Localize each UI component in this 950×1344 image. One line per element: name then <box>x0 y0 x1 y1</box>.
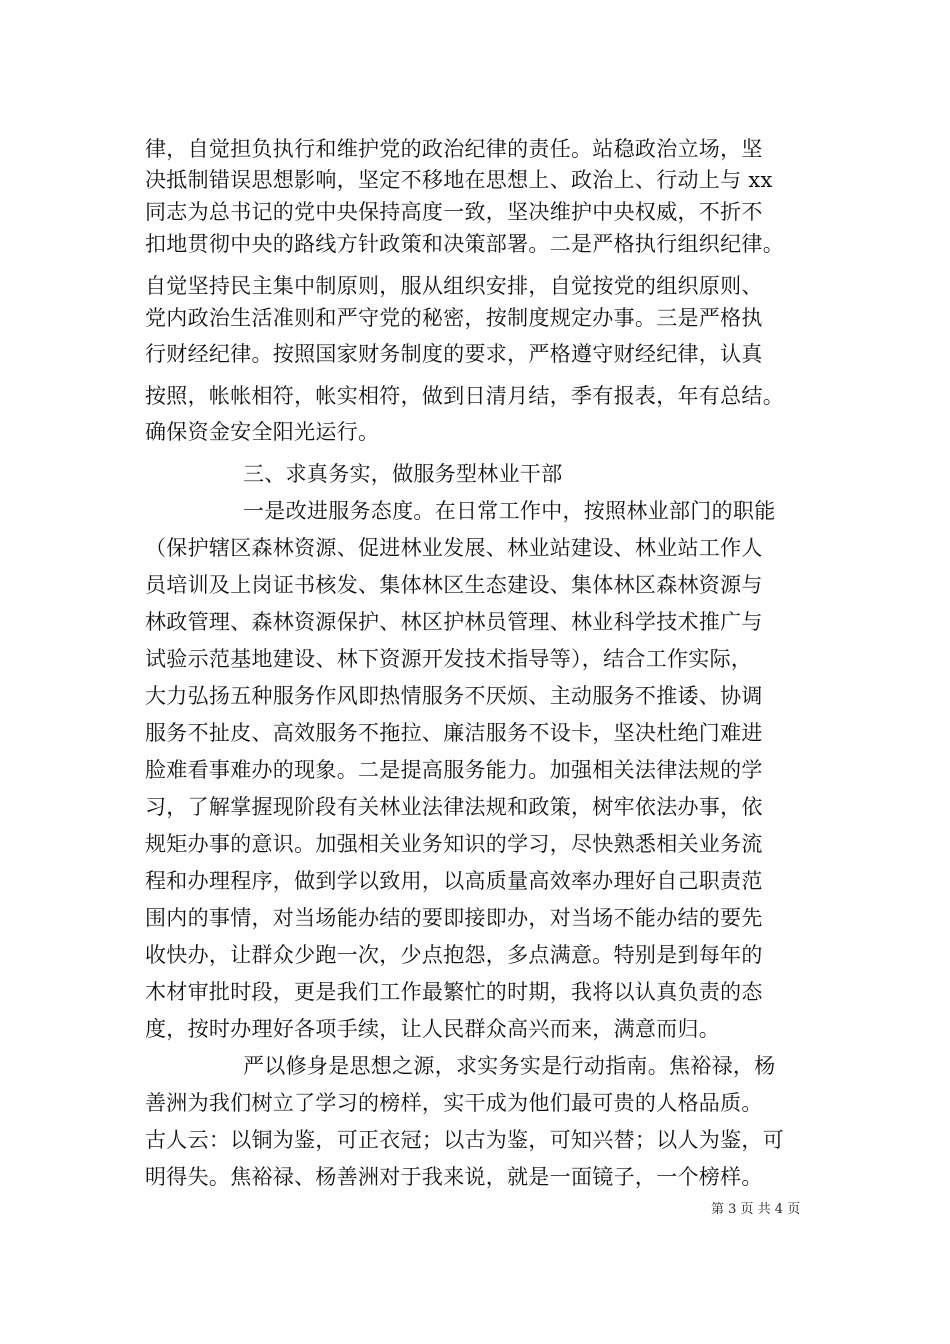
text-line: 围内的事情，对当场能办结的要即接即办，对当场不能办结的要先 <box>145 906 763 930</box>
text-line: 员培训及上岗证书核发、集体林区生态建设、集体林区森林资源与 <box>145 573 763 597</box>
text-line: 木材审批时段，更是我们工作最繁忙的时期，我将以认真负责的态 <box>145 980 763 1004</box>
text-line: 党内政治生活准则和严守党的秘密，按制度规定办事。三是严格执 <box>145 306 763 330</box>
text-line: 明得失。焦裕禄、杨善洲对于我来说，就是一面镜子，一个榜样。 <box>145 1165 763 1189</box>
text-line: 按照，帐帐相符，帐实相符，做到日清月结，季有报表，年有总结。 <box>145 384 784 408</box>
text-line: 律，自觉担负执行和维护党的政治纪律的责任。站稳政治立场，坚 <box>145 137 763 161</box>
text-line: 行财经纪律。按照国家财务制度的要求，严格遵守财经纪律，认真 <box>145 342 763 366</box>
text-line: 确保资金安全阳光运行。 <box>145 420 380 444</box>
text-line: 收快办，让群众少跑一次，少点抱怨，多点满意。特别是到每年的 <box>145 943 763 967</box>
text-line: 扣地贯彻中央的路线方针政策和决策部署。二是严格执行组织纪律。 <box>145 232 784 256</box>
text-line: 自觉坚持民主集中制原则，服从组织安排，自觉按党的组织原则、 <box>145 274 763 298</box>
text-line: 度，按时办理好各项手续，让人民群众高兴而来，满意而归。 <box>145 1017 721 1041</box>
text-line: 程和办理程序，做到学以致用，以高质量高效率办理好自己职责范 <box>145 869 763 893</box>
text-line: 林政管理、森林资源保护、林区护林员管理、林业科学技术推广与 <box>145 610 763 634</box>
text-line: 规矩办事的意识。加强相关业务知识的学习，尽快熟悉相关业务流 <box>145 832 763 856</box>
section-heading: 三、求真务实，做服务型林业干部 <box>243 462 563 486</box>
text-line: 决抵制错误思想影响，坚定不移地在思想上、政治上、行动上与 xx <box>145 168 773 192</box>
text-line: 古人云：以铜为鉴，可正衣冠；以古为鉴，可知兴替；以人为鉴，可 <box>145 1128 784 1152</box>
text-line: （保护辖区森林资源、促进林业发展、林业站建设、林业站工作人 <box>145 536 763 560</box>
text-line: 服务不扯皮、高效服务不拖拉、廉洁服务不设卡，坚决杜绝门难进 <box>145 721 763 745</box>
text-line: 同志为总书记的党中央保持高度一致，坚决维护中央权威，不折不 <box>145 200 763 224</box>
page-number: 第 3 页 共 4 页 <box>711 1202 801 1217</box>
paragraph-first-line: 一是改进服务态度。在日常工作中，按照林业部门的职能 <box>243 499 776 523</box>
paragraph-first-line: 严以修身是思想之源，求实务实是行动指南。焦裕禄，杨 <box>243 1054 776 1078</box>
text-line: 试验示范基地建设、林下资源开发技术指导等），结合工作实际， <box>145 647 753 671</box>
text-line: 大力弘扬五种服务作风即热情服务不厌烦、主动服务不推诿、协调 <box>145 684 763 708</box>
text-line: 善洲为我们树立了学习的榜样，实干成为他们最可贵的人格品质。 <box>145 1091 763 1115</box>
text-line: 脸难看事难办的现象。二是提高服务能力。加强相关法律法规的学 <box>145 758 763 782</box>
text-line: 习，了解掌握现阶段有关林业法律法规和政策，树牢依法办事，依 <box>145 795 763 819</box>
